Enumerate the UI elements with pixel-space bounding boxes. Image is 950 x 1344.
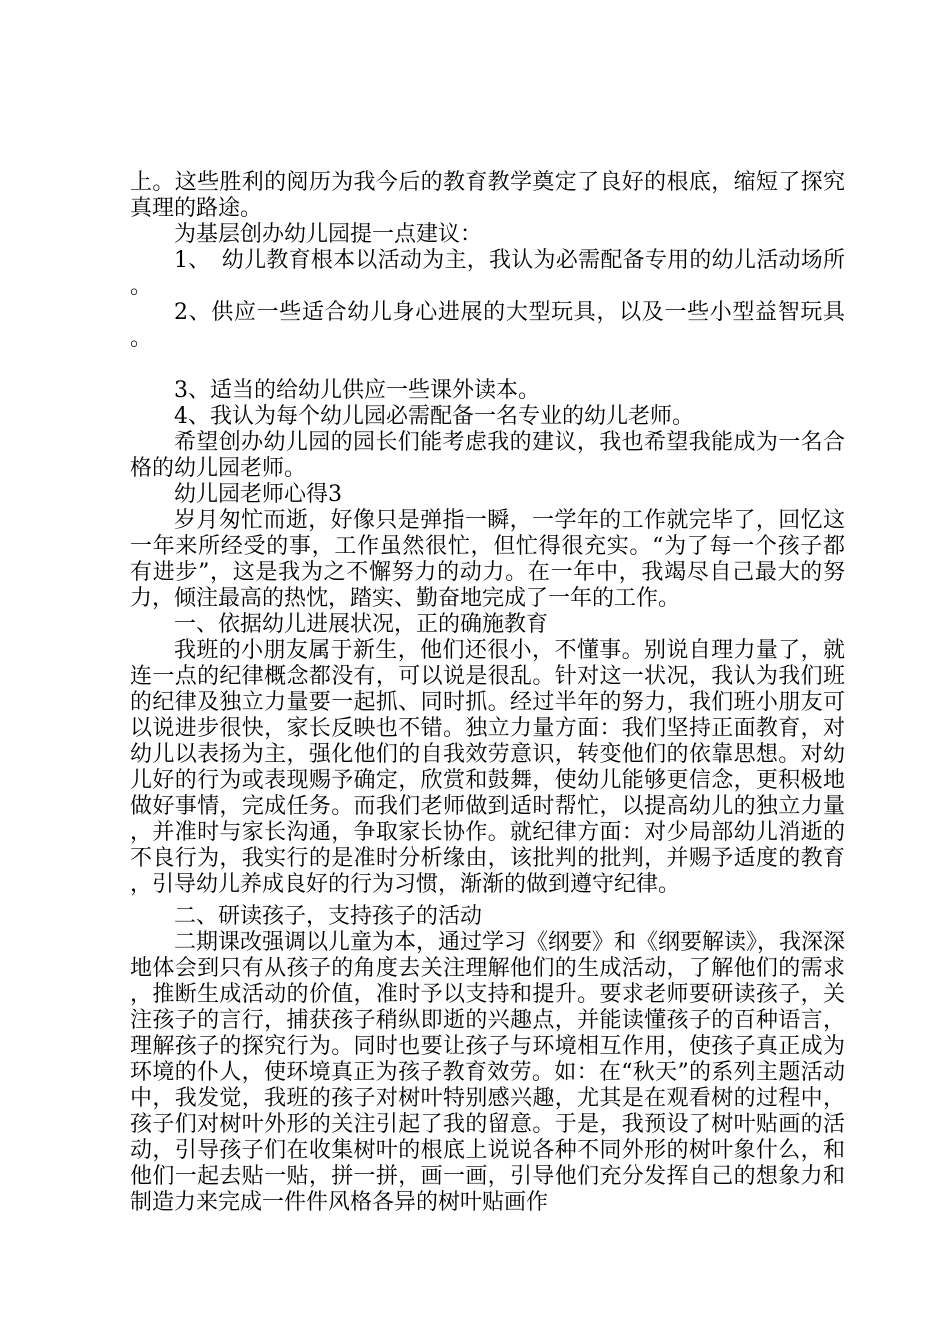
paragraph-year-review: 岁月匆忙而逝，好像只是弹指一瞬，一学年的工作就完毕了，回忆这一年来所经受的事，工作虽然很忙，但忙得很充实。“为了每一个孩子都有进步”，这是我为之不懈努力的动力。在一年中，我竭尽自己最大的努力，倾注最高的热忱，踏实、勤奋地完成了一年的工作。	[130, 508, 845, 611]
paragraph-hope: 希望创办幼儿园的园长们能考虑我的建议，我也希望我能成为一名合格的幼儿园老师。	[130, 430, 845, 481]
paragraph-suggestion-intro: 为基层创办幼儿园提一点建议：	[174, 222, 483, 247]
paragraph-discipline: 我班的小朋友属于新生，他们还很小，不懂事。别说自理力量了，就连一点的纪律概念都没有，可以说是很乱。针对这一状况，我认为我们班的纪律及独立力量要一起抓、同时抓。经过半年的努力，我们班小朋友可以说进步很快，家长反映也不错。独立力量方面：我们坚持正面教育，对幼儿以表扬为主，强化他们的自我效劳意识，转变他们的依靠思想。对幼儿好的行为或表现赐予确定，欣赏和鼓舞，使幼儿能够更信念，更积极地做好事情，完成任务。而我们老师做到适时帮忙，以提高幼儿的独立力量，并准时与家长沟通，争取家长协作。就纪律方面：对少局部幼儿消逝的不良行为，我实行的是准时分析缘由，该批判的批判，并赐予适度的教育，引导幼儿养成良好的行为习惯，渐渐的做到遵守纪律。	[130, 638, 845, 897]
heading-section-1: 一、依据幼儿进展状况，正的确施教育	[174, 612, 549, 637]
paragraph-suggestion-3: 3、适当的给幼儿供应一些课外读本。	[174, 378, 540, 403]
document-body	[130, 170, 845, 1216]
paragraph-suggestion-1: 1、 幼儿教育根本以活动为主，我认为必需配备专用的幼儿活动场所。	[130, 248, 845, 299]
heading-section-2: 二、研读孩子，支持孩子的活动	[174, 904, 483, 929]
paragraph-study-children: 二期课改强调以儿童为本，通过学习《纲要》和《纲要解读》，我深深地体会到只有从孩子的角度去关注理解他们的生成活动，了解他们的需求，推断生成活动的价值，准时予以支持和提升。要求老师要研读孩子，关注孩子的言行，捕获孩子稍纵即逝的兴趣点，并能读懂孩子的百种语言，理解孩子的探究行为。同时也要让孩子与环境相互作用，使孩子真正成为环境的仆人，使环境真正为孩子教育效劳。如：在“秋天”的系列主题活动中，我发觉，我班的孩子对树叶特别感兴趣，尤其是在观看树的过程中，孩子们对树叶外形的关注引起了我的留意。于是，我预设了树叶贴画的活动，引导孩子们在收集树叶的根底上说说各种不同外形的树叶象什么，和他们一起去贴一贴，拼一拼，画一画，引导他们充分发挥自己的想象力和制造力来完成一件件风格各异的树叶贴画作	[130, 930, 846, 1215]
paragraph-suggestion-2: 2、供应一些适合幼儿身心进展的大型玩具，以及一些小型益智玩具。	[130, 300, 845, 351]
section-title-experience-3: 幼儿园老师心得3	[174, 482, 342, 507]
paragraph-suggestion-4: 4、我认为每个幼儿园必需配备一名专业的幼儿老师。	[174, 404, 694, 429]
paragraph-continuation: 上。这些胜利的阅历为我今后的教育教学奠定了良好的根底，缩短了探究真理的路途。	[130, 170, 845, 221]
